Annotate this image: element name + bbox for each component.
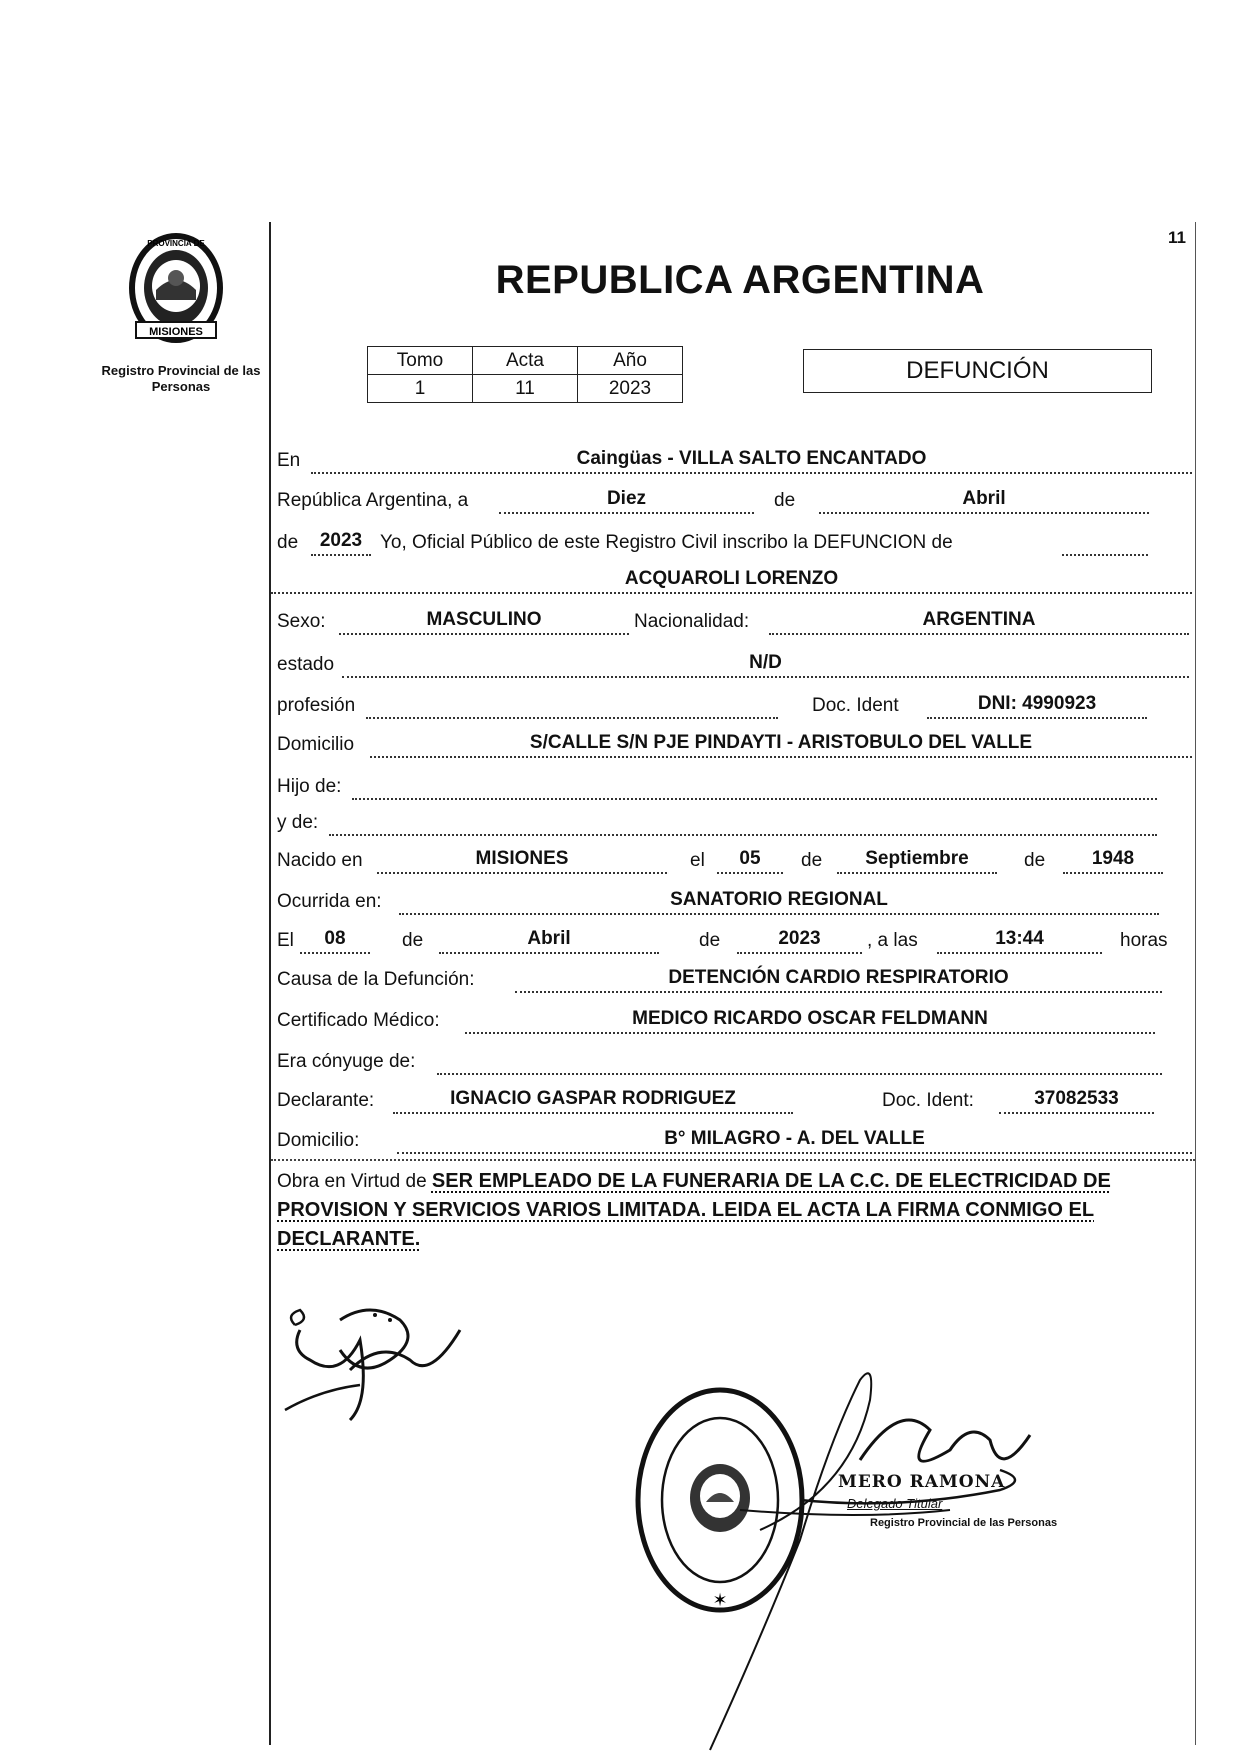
label-ocurrida-en: Ocurrida en: — [277, 891, 382, 912]
record-header-acta: Acta — [473, 347, 578, 375]
row-cause — [277, 965, 1192, 995]
reason-paragraph — [277, 1167, 1195, 1254]
divider-line — [271, 1159, 1195, 1161]
row-profession — [277, 691, 1192, 721]
value-death-month: Abril — [439, 926, 659, 954]
row-declarant — [277, 1086, 1192, 1116]
label-el: El — [277, 930, 294, 951]
value-mother — [329, 808, 1157, 836]
value-declarant-doc: 37082533 — [999, 1086, 1154, 1114]
value-nationality: ARGENTINA — [769, 607, 1189, 635]
label-doc-ident-2: Doc. Ident: — [882, 1090, 974, 1111]
value-reason: SER EMPLEADO DE LA FUNERARIA DE LA C.C. DE ELECTRICIDAD DE PROVISION Y SERVICIOS VARIOS LIMITADA. LEIDA EL ACTA LA FIRMA CONMIGO EL DECLARANTE. — [277, 1170, 1111, 1250]
value-birth-place: MISIONES — [377, 846, 667, 874]
row-address — [277, 730, 1192, 760]
record-value-acta: 11 — [473, 375, 578, 403]
record-table — [367, 346, 683, 403]
row-certificate — [277, 1006, 1192, 1036]
value-cause: DETENCIÓN CARDIO RESPIRATORIO — [515, 965, 1162, 993]
official-signature — [700, 1340, 1160, 1760]
value-spouse — [437, 1047, 1162, 1075]
value-birth-day: 05 — [717, 846, 783, 874]
value-certificate: MEDICO RICARDO OSCAR FELDMANN — [465, 1006, 1155, 1034]
right-margin-line — [1195, 222, 1196, 1745]
label-el-lower: el — [690, 850, 705, 871]
value-doc: DNI: 4990923 — [927, 691, 1147, 719]
left-margin-line — [269, 222, 271, 1745]
value-deceased: ACQUAROLI LORENZO — [271, 566, 1192, 594]
label-profesion: profesión — [277, 695, 356, 716]
row-death-date — [277, 926, 1192, 956]
record-header-tomo: Tomo — [368, 347, 473, 375]
value-death-year: 2023 — [737, 926, 862, 954]
row-mother — [277, 808, 1192, 838]
value-death-time: 13:44 — [937, 926, 1102, 954]
value-address: S/CALLE S/N PJE PINDAYTI - ARISTOBULO DEL VALLE — [370, 730, 1192, 758]
logo-top-text: PROVINCIA DE — [147, 239, 205, 248]
row-spouse — [277, 1047, 1192, 1077]
label-horas: horas — [1120, 930, 1168, 951]
label-causa: Causa de la Defunción: — [277, 969, 475, 990]
svg-text:✶: ✶ — [712, 1590, 728, 1611]
label-declarante: Declarante: — [277, 1090, 375, 1111]
label-de-2: de — [277, 532, 299, 553]
label-domicilio-2: Domicilio: — [277, 1130, 360, 1151]
label-y-de: y de: — [277, 812, 319, 833]
label-conyuge: Era cónyuge de: — [277, 1051, 416, 1072]
label-sexo: Sexo: — [277, 611, 326, 632]
value-month-text: Abril — [819, 486, 1149, 514]
label-de-5: de — [402, 930, 424, 951]
value-declarant: IGNACIO GASPAR RODRIGUEZ — [393, 1086, 793, 1114]
inscription-blank — [1062, 528, 1148, 556]
label-en: En — [277, 450, 301, 471]
row-deceased — [277, 566, 1192, 596]
value-place: Caingüas - VILLA SALTO ENCANTADO — [311, 446, 1192, 474]
official-role: Delegado Titular — [847, 1496, 943, 1511]
label-nacionalidad: Nacionalidad: — [634, 611, 750, 632]
label-obra: Obra en Virtud de — [277, 1171, 427, 1192]
value-year: 2023 — [311, 528, 371, 556]
row-death-place — [277, 887, 1192, 917]
logo-bottom-text: MISIONES — [149, 326, 203, 338]
label-de-1: de — [774, 490, 796, 511]
value-birth-year: 1948 — [1063, 846, 1163, 874]
row-date — [277, 486, 1192, 516]
value-declarant-address: B° MILAGRO - A. DEL VALLE — [397, 1126, 1192, 1154]
row-father — [277, 772, 1192, 802]
record-header-ano: Año — [578, 347, 683, 375]
value-sex: MASCULINO — [339, 607, 629, 635]
value-profession — [366, 691, 778, 719]
document-title: REPUBLICA ARGENTINA — [495, 258, 985, 302]
value-death-day: 08 — [300, 926, 370, 954]
province-seal-logo — [120, 230, 232, 350]
label-yo: Yo, Oficial Público de este Registro Civil inscribo la DEFUNCION de — [380, 532, 953, 553]
record-value-ano: 2023 — [578, 375, 683, 403]
value-death-place: SANATORIO REGIONAL — [399, 887, 1159, 915]
label-a-las: , a las — [867, 930, 918, 951]
declarant-signature — [280, 1290, 480, 1430]
value-birth-month: Septiembre — [837, 846, 997, 874]
row-civil-status — [277, 650, 1192, 680]
row-sex — [277, 607, 1192, 637]
row-inscription — [277, 528, 1192, 558]
value-day-text: Diez — [499, 486, 754, 514]
label-estado: estado — [277, 654, 335, 675]
label-doc-ident: Doc. Ident — [812, 695, 899, 716]
label-de-6: de — [699, 930, 721, 951]
label-nacido-en: Nacido en — [277, 850, 363, 871]
value-father — [352, 772, 1157, 800]
label-hijo-de: Hijo de: — [277, 776, 342, 797]
row-birth — [277, 846, 1192, 876]
label-republica: República Argentina, a — [277, 490, 469, 511]
row-place — [277, 446, 1192, 476]
page-number: 11 — [1168, 228, 1186, 247]
record-type-box: DEFUNCIÓN — [803, 349, 1152, 393]
label-de-3: de — [801, 850, 823, 871]
value-civil-status: N/D — [342, 650, 1189, 678]
registry-name: Registro Provincial de las Personas — [101, 363, 261, 394]
label-domicilio: Domicilio — [277, 734, 355, 755]
label-certificado: Certificado Médico: — [277, 1010, 440, 1031]
official-org: Registro Provincial de las Personas — [870, 1517, 1058, 1529]
label-de-4: de — [1024, 850, 1046, 871]
row-declarant-address — [277, 1126, 1192, 1156]
record-value-tomo: 1 — [368, 375, 473, 403]
official-name: MERO RAMONA — [838, 1472, 1006, 1492]
